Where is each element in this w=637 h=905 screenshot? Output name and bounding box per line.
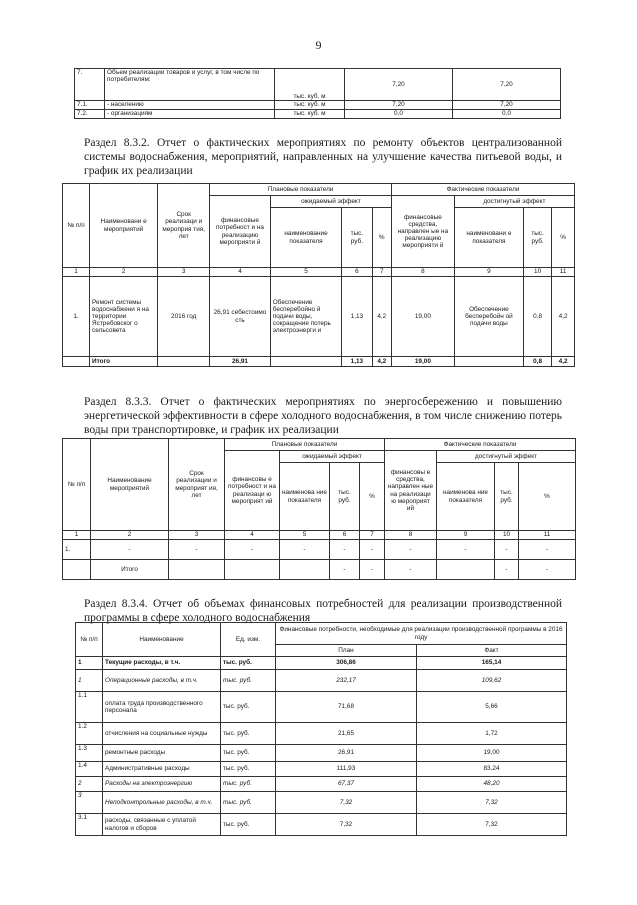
row-fact: 19,00 — [417, 745, 567, 762]
total-label: Итого — [91, 560, 169, 580]
row-fact: 7,20 — [453, 101, 561, 110]
row-num: 1 — [76, 657, 103, 670]
col-number: 6 — [342, 268, 372, 277]
row-name: ремонтные расходы — [103, 745, 221, 762]
col-number: 11 — [519, 531, 576, 540]
row-num: 1. — [63, 277, 90, 357]
section-heading-834: Раздел 8.3.4. Отчет об объемах финансовых потребностей для реализации производственной программы в сфере холодного водоснабжения — [84, 598, 562, 624]
header-plan-group: Плановые показатели — [210, 184, 392, 196]
row-num: 7. — [75, 69, 105, 101]
energy-saving-table — [62, 438, 576, 580]
section-heading-833: Раздел 8.3.3. Отчет о фактических мероприятиях по энергосбережению и повышению энергетической эффективности в сфере холодного водоснабжения, в том числе снижению потерь воды при транспортировке, и график их реализации — [84, 396, 562, 436]
row-fact: 7,32 — [417, 792, 567, 814]
total-fact-fin: 19,00 — [392, 357, 455, 367]
header-num: № п/п — [63, 439, 91, 531]
row-num: 7.2. — [75, 110, 105, 119]
row-name: отчисления на социальные нужды — [103, 723, 221, 745]
row-fact: 1,72 — [417, 723, 567, 745]
total-dash: - — [385, 560, 437, 580]
table-row — [76, 777, 567, 792]
header-name: Наименование мероприятий — [91, 439, 169, 531]
table-row — [76, 657, 567, 670]
row-unit: тыс. руб. — [221, 777, 276, 792]
header-percent: % — [360, 463, 385, 531]
header-ach-name: наименовани е показателя — [454, 208, 523, 268]
page-number: 9 — [315, 38, 322, 52]
row-num: 1. — [63, 540, 91, 560]
row-dash: - — [169, 540, 225, 560]
row-fact: 7,20 — [453, 69, 561, 101]
row-plan: 71,68 — [276, 692, 417, 723]
header-fact-fin: финансовые средства, направлен ые на реализацию мероприяти й — [392, 196, 455, 268]
col-number: 6 — [330, 531, 360, 540]
header-ach-value: тыс. руб. — [524, 208, 552, 268]
header-exp-name: наименова ние показателя — [280, 463, 330, 531]
header-plan-fin: финансовы е потребност и на реализаци ю мероприят ий — [225, 451, 280, 531]
row-num: 7.1. — [75, 101, 105, 110]
col-number: 9 — [437, 531, 495, 540]
row-plan: 306,86 — [276, 657, 417, 670]
row-unit: тыс. руб. — [221, 792, 276, 814]
row-dash: - — [385, 540, 437, 560]
total-percent: 4,2 — [372, 357, 391, 367]
col-number: 4 — [225, 531, 280, 540]
row-unit: тыс. руб. — [221, 670, 276, 692]
header-num: № п/п — [63, 184, 90, 268]
table-row — [76, 792, 567, 814]
col-number: 3 — [158, 268, 210, 277]
row-plan: 26,91 — [276, 745, 417, 762]
row-name: Объем реализации товаров и услуг, в том числе по потребителям: — [105, 69, 275, 101]
col-number: 7 — [372, 268, 391, 277]
table-row — [75, 110, 561, 119]
column-numbers-row — [63, 268, 575, 277]
row-dash: - — [437, 540, 495, 560]
col-number: 9 — [454, 268, 523, 277]
row-unit: тыс. куб. м — [275, 101, 345, 110]
header-plan-group: Плановые показатели — [225, 439, 385, 451]
table-row — [63, 277, 575, 357]
header-ach-name: наименова ние показателя — [437, 463, 495, 531]
row-fact: 165,14 — [417, 657, 567, 670]
row-dash: - — [280, 540, 330, 560]
table-row — [75, 101, 561, 110]
total-dash: - — [495, 560, 519, 580]
row-dash: - — [225, 540, 280, 560]
row-unit: тыс. руб. — [221, 762, 276, 777]
row-num: 1.3 — [76, 745, 103, 762]
column-numbers-row — [63, 531, 576, 540]
row-num: 1.1 — [76, 692, 103, 723]
total-exp-value: 1,13 — [342, 357, 372, 367]
col-number: 10 — [495, 531, 519, 540]
table-row — [76, 670, 567, 692]
row-dash: - — [330, 540, 360, 560]
col-number: 1 — [63, 531, 91, 540]
row-ach-name: Обеспечение бесперебойн ой подачи воды — [454, 277, 523, 357]
row-plan-fin: 26,91 себестоимо сть — [210, 277, 271, 357]
header-percent: % — [372, 208, 391, 268]
header-ach-percent: % — [519, 463, 576, 531]
col-number: 4 — [210, 268, 271, 277]
header-exp-name: наименование показателя — [270, 208, 341, 268]
row-num: 3 — [76, 792, 103, 814]
table-row — [76, 814, 567, 836]
table-row — [63, 540, 576, 560]
row-exp-name: Обеспечение бесперебойно й подачи воды, сокращение потерь электроэнерги и — [270, 277, 341, 357]
total-ach-value: 0,8 — [524, 357, 552, 367]
col-number: 5 — [280, 531, 330, 540]
col-number: 3 — [169, 531, 225, 540]
header-plan: План — [276, 645, 417, 657]
row-name: Неподконтрольные расходы, в т.ч. — [103, 792, 221, 814]
header-name: Наименование — [103, 623, 221, 657]
header-unit: Ед. изм. — [221, 623, 276, 657]
col-number: 11 — [552, 268, 575, 277]
row-name: расходы, связанные с уплатой налогов и сборов — [103, 814, 221, 836]
col-number: 2 — [90, 268, 158, 277]
header-fact: Факт — [417, 645, 567, 657]
col-number: 5 — [270, 268, 341, 277]
total-dash: - — [330, 560, 360, 580]
col-number: 7 — [360, 531, 385, 540]
row-ach-percent: 4,2 — [552, 277, 575, 357]
header-term: Срок реализации и мероприят ия, лет — [169, 439, 225, 531]
header-num: № п/п — [76, 623, 103, 657]
row-name: Текущие расходы, в т.ч. — [103, 657, 221, 670]
row-unit: тыс. руб. — [221, 745, 276, 762]
total-dash: - — [519, 560, 576, 580]
row-fact-fin: 19,00 — [392, 277, 455, 357]
table-row — [76, 745, 567, 762]
total-row — [63, 560, 576, 580]
row-plan: 7,20 — [345, 69, 453, 101]
row-unit: тыс. куб. м — [275, 69, 345, 101]
row-plan: 21,65 — [276, 723, 417, 745]
row-plan: 7,32 — [276, 792, 417, 814]
row-num: 1 — [76, 670, 103, 692]
header-fact-group: Фактические показатели — [392, 184, 575, 196]
row-percent: 4,2 — [372, 277, 391, 357]
row-fact: 83,24 — [417, 762, 567, 777]
col-number: 10 — [524, 268, 552, 277]
header-plan-fin: финансовые потребност и на реализацию мероприяти й — [210, 196, 271, 268]
row-name: Расходы на электроэнергию — [103, 777, 221, 792]
row-dash: - — [495, 540, 519, 560]
header-ach-percent: % — [552, 208, 575, 268]
row-fact: 0,0 — [453, 110, 561, 119]
header-expected: ожидаемый эффект — [280, 451, 385, 463]
header-fact-fin: финансовы е средства, направлен ные на реализаци ю мероприят ий — [385, 451, 437, 531]
row-dash: - — [360, 540, 385, 560]
header-fact-group: Фактические показатели — [385, 439, 576, 451]
financial-needs-table — [75, 622, 567, 836]
section-heading-832: Раздел 8.3.2. Отчет о фактических мероприятиях по ремонту объектов централизованной системы водоснабжения, мероприятий, направленных на улучшение качества питьевой воды, и график их реализации — [84, 137, 562, 177]
volume-table — [74, 68, 561, 119]
row-name: Операционные расходы, в т.ч. — [103, 670, 221, 692]
row-dash: - — [519, 540, 576, 560]
repair-measures-table — [62, 183, 575, 367]
row-unit: тыс. руб. — [221, 723, 276, 745]
row-plan: 111,93 — [276, 762, 417, 777]
col-number: 8 — [392, 268, 455, 277]
row-plan: 67,37 — [276, 777, 417, 792]
header-term: Срок реализаци и мероприя тия, лет — [158, 184, 210, 268]
header-achieved: достигнутый эффект — [454, 196, 574, 208]
row-fact: 7,32 — [417, 814, 567, 836]
row-fact: 5,66 — [417, 692, 567, 723]
row-name: - населению — [105, 101, 275, 110]
total-plan-fin: 26,91 — [210, 357, 271, 367]
row-num: 1.2 — [76, 723, 103, 745]
col-number: 1 — [63, 268, 90, 277]
header-expected: ожидаемый эффект — [270, 196, 391, 208]
row-name: Административные расходы — [103, 762, 221, 777]
row-name: Ремонт системы водоснабжени я на территории Ястребовског о сельсовета — [90, 277, 158, 357]
total-dash: - — [360, 560, 385, 580]
row-num: 1.4 — [76, 762, 103, 777]
row-unit: тыс. руб. — [221, 657, 276, 670]
row-plan: 7,20 — [345, 101, 453, 110]
row-unit: тыс. руб. — [221, 692, 276, 723]
row-name: - организациям — [105, 110, 275, 119]
row-unit: тыс. куб. м — [275, 110, 345, 119]
total-row — [63, 357, 575, 367]
table-row — [75, 69, 561, 101]
row-fact: 109,62 — [417, 670, 567, 692]
row-exp-value: 1,13 — [342, 277, 372, 357]
row-plan: 232,17 — [276, 670, 417, 692]
row-plan: 7,32 — [276, 814, 417, 836]
row-ach-value: 0,8 — [524, 277, 552, 357]
total-label: Итого — [90, 357, 158, 367]
total-ach-percent: 4,2 — [552, 357, 575, 367]
row-term: 2016 год — [158, 277, 210, 357]
row-unit: тыс. руб. — [221, 814, 276, 836]
header-name: Наименовани е мероприятий — [90, 184, 158, 268]
row-num: 3.1 — [76, 814, 103, 836]
col-number: 2 — [91, 531, 169, 540]
header-exp-value: тыс. руб. — [342, 208, 372, 268]
header-group: Финансовые потребности, необходимые для реализации производственной программы в 2016 году — [276, 623, 567, 645]
table-row — [76, 723, 567, 745]
row-plan: 0,0 — [345, 110, 453, 119]
header-exp-value: тыс. руб. — [330, 463, 360, 531]
header-achieved: достигнутый эффект — [437, 451, 576, 463]
table-row — [76, 692, 567, 723]
table-row — [76, 762, 567, 777]
header-ach-value: тыс. руб. — [495, 463, 519, 531]
row-dash: - — [91, 540, 169, 560]
col-number: 8 — [385, 531, 437, 540]
row-num: 2 — [76, 777, 103, 792]
row-name: оплата труда производственного персонала — [103, 692, 221, 723]
row-fact: 48,20 — [417, 777, 567, 792]
